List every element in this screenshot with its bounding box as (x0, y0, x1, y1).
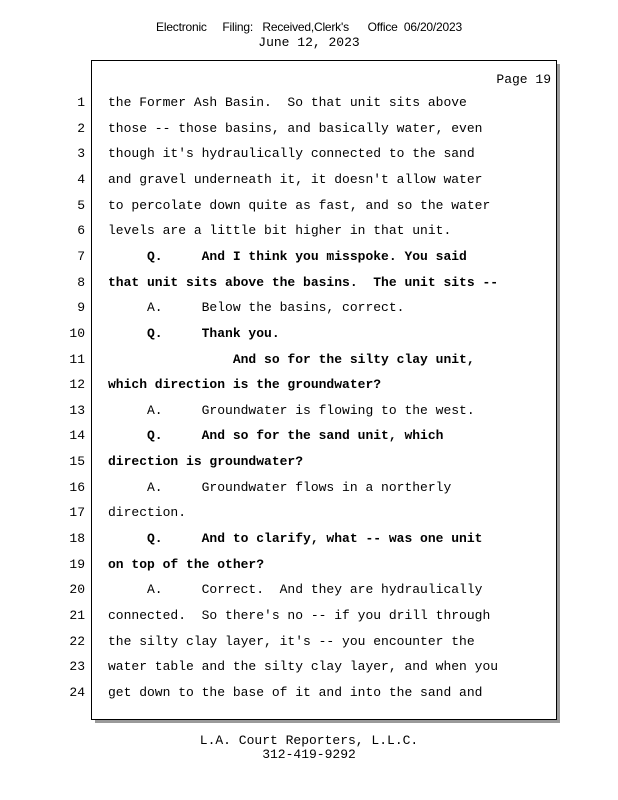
line-text: Q. And so for the sand unit, which (108, 428, 444, 443)
line-text: the silty clay layer, it's -- you encounter the (108, 634, 475, 649)
line-number: 22 (69, 634, 85, 649)
line-number: 11 (69, 352, 85, 367)
line-text: A. Groundwater flows in a northerly (108, 480, 452, 495)
line-text: to percolate down quite as fast, and so the water (108, 198, 491, 213)
line-number: 14 (69, 428, 85, 443)
line-number: 1 (77, 95, 85, 110)
line-text: that unit sits above the basins. The unit sits -- (108, 275, 499, 290)
line-number: 3 (77, 146, 85, 161)
line-text: get down to the base of it and into the sand and (108, 685, 483, 700)
line-number: 4 (77, 172, 85, 187)
line-text: And so for the silty clay unit, (108, 352, 475, 367)
line-number: 10 (69, 326, 85, 341)
line-number: 17 (69, 505, 85, 520)
line-number: 15 (69, 454, 85, 469)
line-text: A. Groundwater is flowing to the west. (108, 403, 475, 418)
line-number: 13 (69, 403, 85, 418)
line-number: 2 (77, 121, 85, 136)
line-number: 8 (77, 275, 85, 290)
line-text: direction. (108, 505, 187, 520)
line-number: 19 (69, 557, 85, 572)
line-text: connected. So there's no -- if you drill through (108, 608, 491, 623)
footer-company: L.A. Court Reporters, L.L.C. (199, 733, 419, 748)
filing-stamp: Electronic Filing: Received,Clerk's Office 06/20/2023 (156, 20, 462, 34)
line-text: A. Below the basins, correct. (108, 300, 405, 315)
line-text: Q. And I think you misspoke. You said (108, 249, 467, 264)
line-text: direction is groundwater? (108, 454, 304, 469)
line-text: the Former Ash Basin. So that unit sits above (108, 95, 467, 110)
line-number: 7 (77, 249, 85, 264)
line-text: levels are a little bit higher in that unit. (108, 223, 452, 238)
line-number: 20 (69, 582, 85, 597)
line-text: those -- those basins, and basically water, even (108, 121, 483, 136)
line-number: 6 (77, 223, 85, 238)
line-number: 12 (69, 377, 85, 392)
line-text: water table and the silty clay layer, and when you (108, 659, 499, 674)
line-text: on top of the other? (108, 557, 265, 572)
line-text: Q. Thank you. (108, 326, 280, 341)
line-number: 18 (69, 531, 85, 546)
line-text: though it's hydraulically connected to the sand (108, 146, 475, 161)
line-text: A. Correct. And they are hydraulically (108, 582, 483, 597)
line-number: 5 (77, 198, 85, 213)
line-text: which direction is the groundwater? (108, 377, 382, 392)
footer-phone: 312-419-9292 (262, 747, 356, 762)
line-text: and gravel underneath it, it doesn't allow water (108, 172, 483, 187)
page-number: Page 19 (496, 72, 551, 87)
line-number: 23 (69, 659, 85, 674)
line-text: Q. And to clarify, what -- was one unit (108, 531, 483, 546)
line-number: 16 (69, 480, 85, 495)
line-number: 21 (69, 608, 85, 623)
line-number: 9 (77, 300, 85, 315)
transcript-date: June 12, 2023 (258, 35, 360, 50)
line-number: 24 (69, 685, 85, 700)
